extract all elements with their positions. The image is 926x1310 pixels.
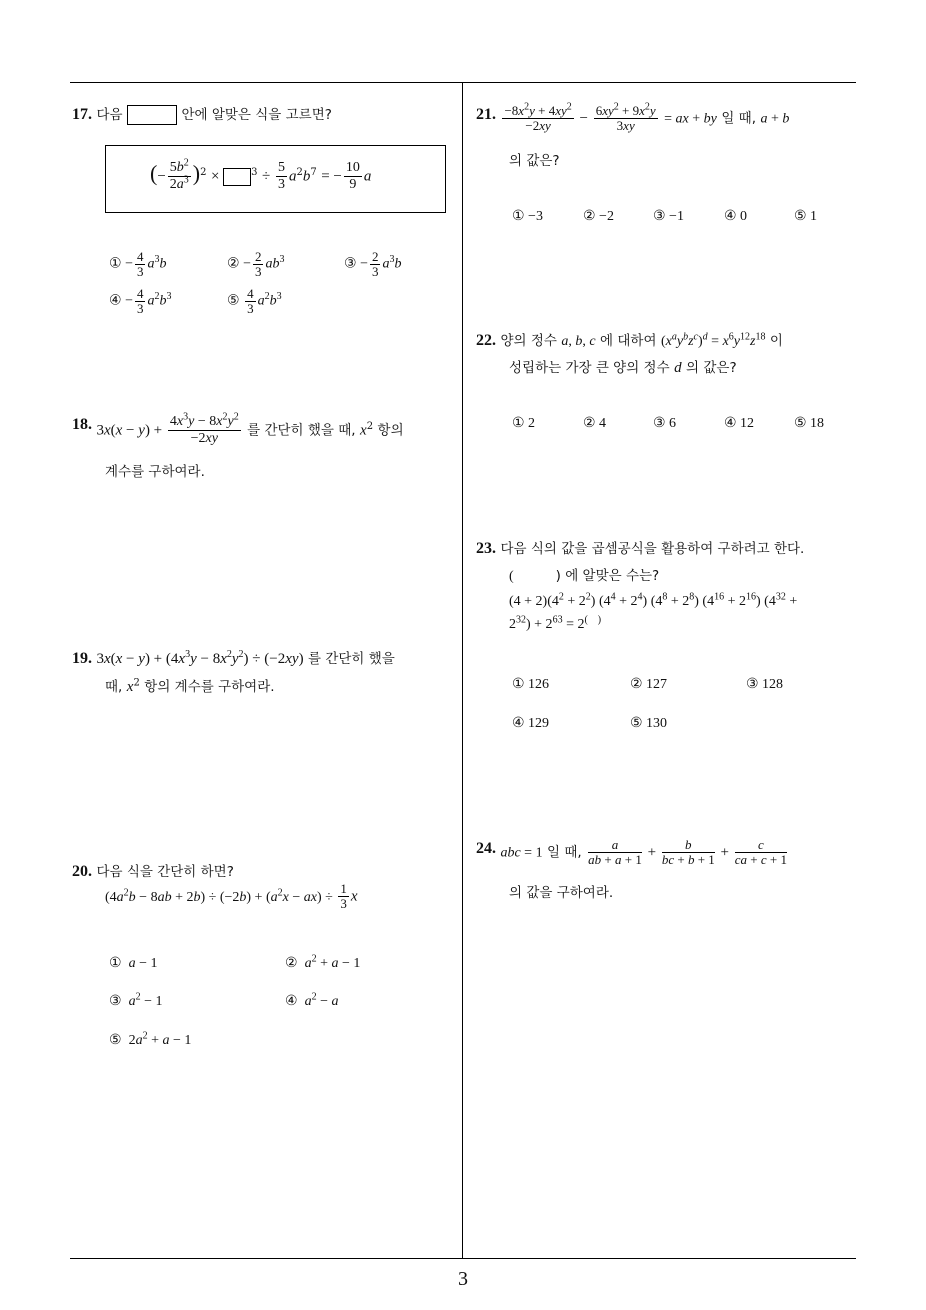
q21-line2: 의 값은? [509, 153, 560, 169]
question-number: 22. [476, 332, 496, 349]
question-number: 18. [72, 416, 92, 433]
q22-option-5[interactable]: ⑤ 18 [794, 416, 825, 431]
question-number: 23. [476, 540, 496, 557]
q17-option-2[interactable]: ② − $\frac{2}{3}$ $ab^3$ [227, 249, 285, 279]
q20-option-1[interactable]: ① a − 1 [109, 956, 158, 971]
question-number: 20. [72, 863, 92, 880]
q21-option-2[interactable]: ② −2 [583, 209, 614, 224]
q17-option-4[interactable]: ④ − $\frac{4}{3}$ $a^2b^3$ [109, 286, 172, 316]
question-number: 17. [72, 106, 92, 123]
answer-blank [127, 105, 177, 125]
q20-option-5[interactable]: ⑤ $2a^2 + a - 1$ [109, 1030, 192, 1048]
question-24: 24. abc = 1 일 때, $\frac{a}{ab + a + 1}$ + $\frac{b}{bc + b + 1}$ + $\frac{c}{ca + c + 1}$ [476, 837, 787, 867]
q17-option-5[interactable]: ⑤ $\frac{4}{3}$ $a^2b^3$ [227, 286, 282, 316]
q23-expression-line1: $(4 + 2)(4^2 + 2^2)$ $(4^4 + 2^4) (4^8 + 2^8) (4^{16} + 2^{16}) (4^{32}$ + [509, 591, 798, 609]
question-23: 23. 다음 식의 값을 곱셈공식을 활용하여 구하려고 한다. [476, 540, 805, 557]
q19-line2: 때, $x^2$ 항의 계수를 구하여라. [105, 677, 275, 695]
question-18: 18. 3x(x − y) + $\frac{4x^3y - 8x^2y^2}{-2xy}$ 를 간단히 했을 때, $x^2$ 항의 [72, 411, 404, 446]
q24-line2: 의 값을 구하여라. [509, 885, 614, 901]
q21-option-4[interactable]: ④ 0 [724, 209, 748, 224]
page-number: 3 [458, 1268, 468, 1290]
question-number: 21. [476, 106, 496, 123]
question-21: 21. $\frac{-8x^2y + 4xy^2}{-2xy}$ − $\frac{6xy^2 + 9x^2y}{3xy}$ = ax + by 일 때, a + b [476, 101, 790, 133]
q17-expression: (− $\frac{5b^2}{2a^3}$ )$^2$ × $^3$ ÷ $\frac{5}{3}$ $a^2b^7$ = − $\frac{10}{9}$ a [150, 157, 372, 192]
q21-option-1[interactable]: ① −3 [512, 209, 543, 224]
q22-option-1[interactable]: ① 2 [512, 416, 536, 431]
q23-option-2[interactable]: ② 127 [630, 677, 668, 692]
q23-line2: ( ) 에 알맞은 수는? [509, 568, 660, 584]
q20-option-3[interactable]: ③ $a^2 - 1$ [109, 991, 163, 1009]
q20-option-2[interactable]: ② $a^2 + a - 1$ [285, 953, 361, 971]
question-22: 22. 양의 정수 a, b, c 에 대하여 $(x^ay^bz^c)^d = x^6y^{12}z^{18}$ 이 [476, 331, 783, 349]
question-number: 19. [72, 650, 92, 667]
q22-option-2[interactable]: ② 4 [583, 416, 607, 431]
q18-line2: 계수를 구하여라. [105, 464, 205, 480]
q23-option-4[interactable]: ④ 129 [512, 716, 550, 731]
q22-option-4[interactable]: ④ 12 [724, 416, 755, 431]
answer-blank-small [223, 168, 251, 186]
question-20: 20. 다음 식을 간단히 하면? [72, 863, 234, 880]
question-number: 24. [476, 840, 496, 857]
q20-expression: $(4a^2b - 8ab + 2b) \div (-2b) + (a^2x - ax)$ ÷ $\frac{1}{3}$ x [105, 881, 358, 911]
question-19: 19. $3x(x - y) + (4x^3y - 8x^2y^2) \div (-2xy)$ 를 간단히 했을 [72, 649, 395, 667]
q21-option-5[interactable]: ⑤ 1 [794, 209, 818, 224]
q20-option-4[interactable]: ④ $a^2 - a$ [285, 991, 339, 1009]
bottom-rule [70, 1258, 856, 1259]
q21-option-3[interactable]: ③ −1 [653, 209, 684, 224]
q22-line2: 성립하는 가장 큰 양의 정수 d 의 값은? [509, 360, 737, 376]
top-rule [70, 82, 856, 83]
q22-option-3[interactable]: ③ 6 [653, 416, 677, 431]
q17-option-1[interactable]: ① − $\frac{4}{3}$ $a^3b$ [109, 249, 167, 279]
question-17: 17. 다음 안에 알맞은 식을 고르면? [72, 106, 332, 123]
q23-option-5[interactable]: ⑤ 130 [630, 716, 668, 731]
q17-option-3[interactable]: ③ − $\frac{2}{3}$ $a^3b$ [344, 249, 402, 279]
column-divider [462, 82, 463, 1259]
q23-option-3[interactable]: ③ 128 [746, 677, 784, 692]
q23-expression-line2: $2^{32}) + 2^{63} = 2^{( )}$ [509, 614, 602, 632]
q23-option-1[interactable]: ① 126 [512, 677, 550, 692]
